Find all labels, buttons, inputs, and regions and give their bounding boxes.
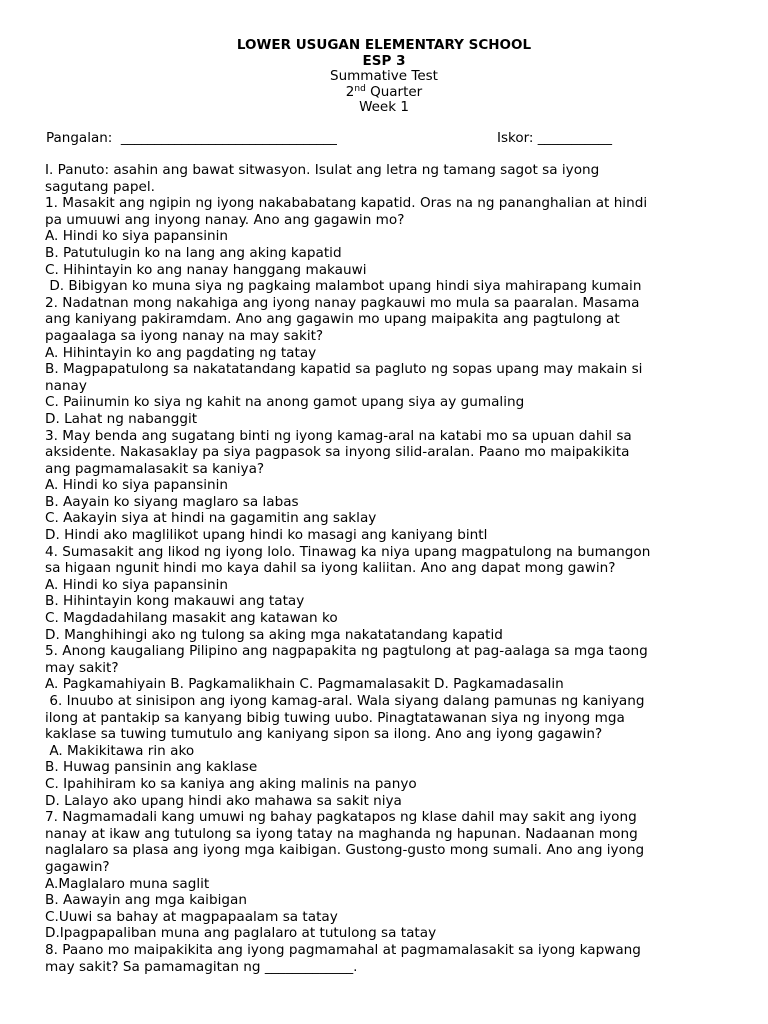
text-line: B. Aawayin ang mga kaibigan	[45, 892, 247, 909]
text-line: sagutang papel.	[45, 178, 155, 195]
text-line: C. Magdadahilang masakit ang katawan ko	[45, 610, 338, 627]
text-line: may sakit? Sa pamamagitan ng _____________.	[45, 958, 358, 975]
text-line: B. Aayain ko siyang maglaro sa labas	[45, 493, 299, 510]
text-line: D.Ipagpapaliban muna ang paglalaro at tutulong sa tatay	[45, 925, 437, 942]
text-line: A. Hindi ko siya papansinin	[45, 228, 229, 245]
week-label: Week 1	[359, 99, 409, 115]
quarter-word: Quarter	[365, 83, 423, 100]
text-line: 1. Masakit ang ngipin ng iyong nakababatang kapatid. Oras na ng pananghalian at hindi	[45, 195, 648, 212]
text-line: ilong at pantakip sa kanyang bibig tuwing uubo. Pinagtatawanan siya ng inyong mga	[45, 709, 625, 726]
test-body	[45, 162, 735, 975]
subject-title: ESP 3	[362, 52, 406, 69]
text-line: B. Hihintayin kong makauwi ang tatay	[45, 593, 305, 610]
test-title: Summative Test	[330, 68, 438, 84]
text-line: 8. Paano mo maipakikita ang iyong pagmamahal at pagmamalasakit sa iyong kapwang	[45, 941, 641, 958]
text-line: sa higaan ngunit hindi mo kaya dahil sa iyong kaliitan. Ano ang dapat mong gawin?	[45, 560, 616, 577]
text-line: nanay	[45, 377, 87, 394]
text-line: pagaalaga sa iyong nanay na may sakit?	[45, 327, 324, 344]
text-line: B. Magpapatulong sa nakatatandang kapatid sa pagluto ng sopas upang may makain si	[45, 361, 643, 378]
text-line: A.Maglalaro muna saglit	[45, 875, 210, 892]
text-line: D. Bibigyan ko muna siya ng pagkaing malambot upang hindi siya mahirapang kumain	[45, 278, 642, 295]
text-line: aksidente. Nakasaklay pa siya pagpasok sa inyong silid-aralan. Paano mo maipakikita	[45, 444, 630, 461]
text-line: I. Panuto: asahin ang bawat sitwasyon. Isulat ang letra ng tamang sagot sa iyong	[45, 162, 600, 178]
text-line: D. Hindi ako maglilikot upang hindi ko masagi ang kaniyang bintl	[45, 527, 488, 544]
text-line: 5. Anong kaugaliang Pilipino ang nagpapakita ng pagtulong at pag-aalaga sa mga taong	[45, 643, 648, 660]
quarter-number: 2	[345, 83, 355, 100]
text-line: D. Lahat ng nabanggit	[45, 410, 198, 427]
school-name: LOWER USUGAN ELEMENTARY SCHOOL	[236, 37, 532, 53]
text-line: A. Hindi ko siya papansinin	[45, 477, 229, 494]
text-line: nanay at ikaw ang tutulong sa iyong tatay na maghanda ng hapunan. Nadaanan mong	[45, 825, 638, 842]
text-line: 2. Nadatnan mong nakahiga ang iyong nanay pagkauwi mo mula sa paaralan. Masama	[45, 294, 640, 311]
text-line: C. Aakayin siya at hindi na gagamitin ang saklay	[45, 510, 377, 527]
document-header	[0, 38, 768, 116]
text-line: pa umuuwi ang inyong nanay. Ano ang gagawin mo?	[45, 211, 405, 228]
text-line: B. Patutulugin ko na lang ang aking kapatid	[45, 244, 342, 261]
text-line: may sakit?	[45, 659, 119, 676]
text-line: 3. May benda ang sugatang binti ng iyong kamag-aral na katabi mo sa upuan dahil sa	[45, 427, 632, 444]
text-line: naglalaro sa plasa ang iyong mga kaibigan. Gustong-gusto mong sumali. Ano ang iyong	[45, 842, 645, 859]
text-line: A. Hihintayin ko ang pagdating ng tatay	[45, 344, 317, 361]
text-line: C. Paiinumin ko siya ng kahit na anong gamot upang siya ay gumaling	[45, 394, 525, 411]
text-line: D. Lalayo ako upang hindi ako mahawa sa sakit niya	[45, 792, 402, 809]
text-line: 7. Nagmamadali kang umuwi ng bahay pagkatapos ng klase dahil may sakit ang iyong	[45, 809, 637, 826]
text-line: gagawin?	[45, 858, 110, 875]
text-line: C. Ipahihiram ko sa kaniya ang aking malinis na panyo	[45, 775, 417, 792]
text-line: A. Makikitawa rin ako	[45, 742, 195, 759]
text-line: D. Manghihingi ako ng tulong sa aking mga nakatatandang kapatid	[45, 626, 503, 643]
quarter-suffix: nd	[354, 83, 366, 94]
text-line: B. Huwag pansinin ang kaklase	[45, 759, 258, 776]
text-line: C.Uuwi sa bahay at magpapaalam sa tatay	[45, 908, 338, 925]
text-line: 6. Inuubo at sinisipon ang iyong kamag-aral. Wala siyang dalang pamunas ng kaniyang	[45, 693, 645, 709]
text-line: A. Hindi ko siya papansinin	[45, 576, 229, 593]
name-field[interactable]: Pangalan: ________________________________	[46, 130, 337, 146]
quarter-label	[0, 85, 768, 101]
text-line: ang pagmamalasakit sa kaniya?	[45, 460, 265, 477]
text-line: 4. Sumasakit ang likod ng iyong lolo. Tinawag ka niya upang magpatulong na bumangon	[45, 543, 651, 560]
score-field[interactable]: Iskor: ___________	[497, 130, 613, 146]
text-line: ang kaniyang pakiramdam. Ano ang gagawin mo upang maipakita ang pagtulong at	[45, 311, 620, 328]
text-line: kaklase sa tuwing tumutulo ang kaniyang sipon sa ilong. Ano ang iyong gagawin?	[45, 726, 603, 743]
text-line: C. Hihintayin ko ang nanay hanggang makauwi	[45, 261, 367, 278]
text-line: A. Pagkamahiyain B. Pagkamalikhain C. Pagmamalasakit D. Pagkamadasalin	[45, 676, 564, 693]
